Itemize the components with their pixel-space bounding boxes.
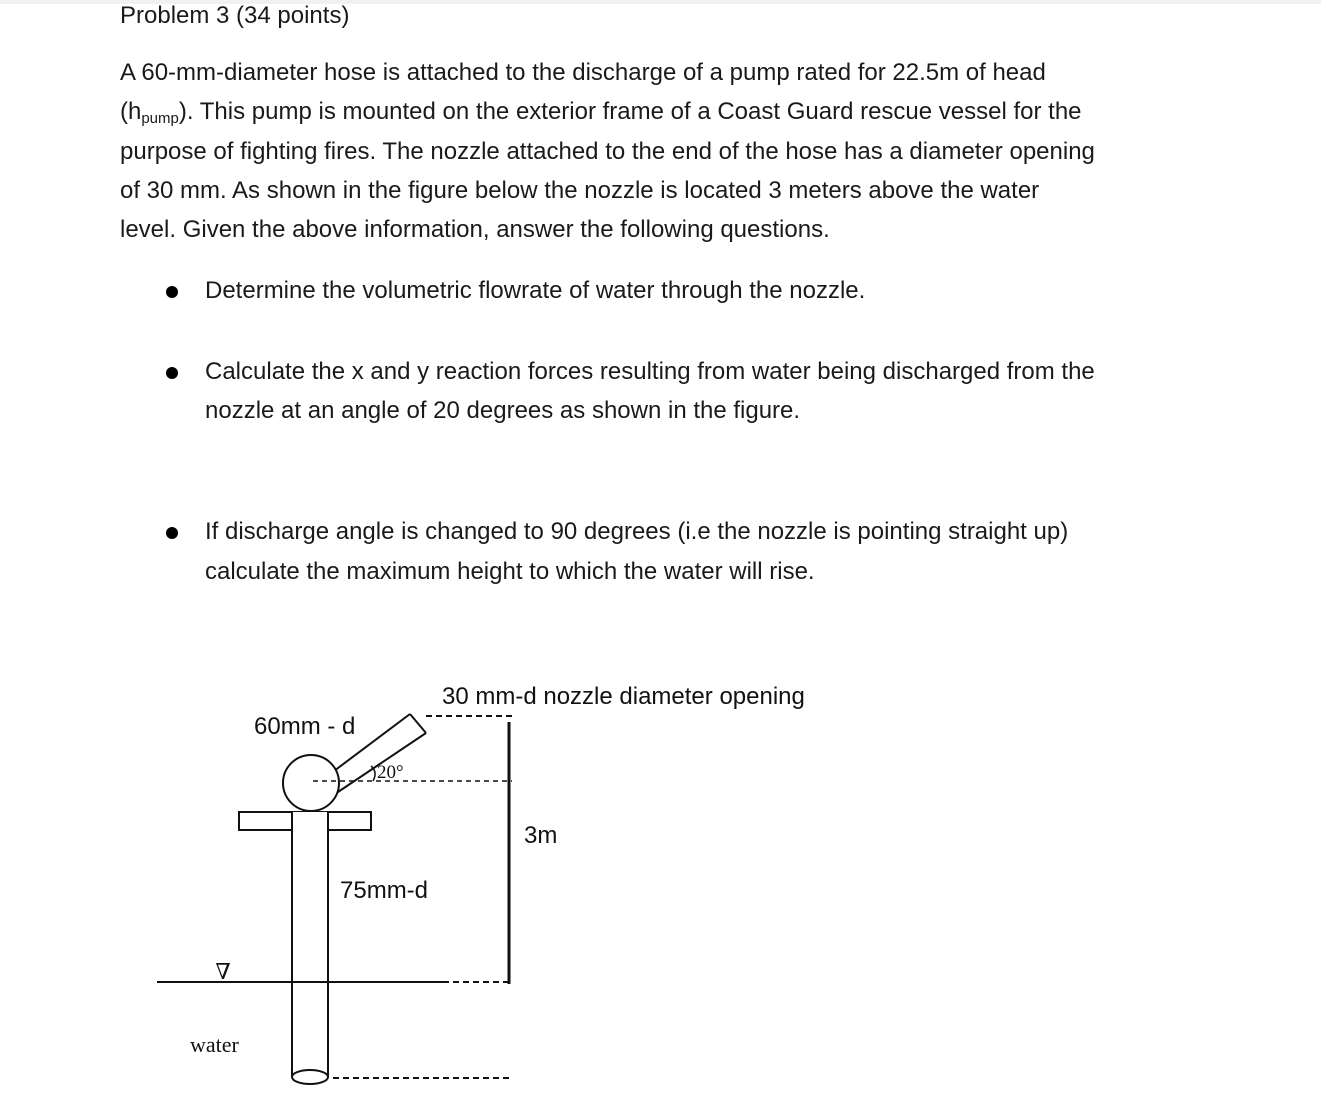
paragraph-line-2-rest: ). This pump is mounted on the exterior frame of a Coast Guard rescue vessel for the [178, 98, 1082, 125]
pipe-diameter-label: 75mm-d [340, 877, 429, 904]
question-3-line-1: If discharge angle is changed to 90 degrees (i.e the nozzle is pointing straight up) [205, 518, 1069, 545]
question-2-line-2: nozzle at an angle of 20 degrees as shown in the figure. [205, 397, 801, 424]
paragraph-line-4: of 30 mm. As shown in the figure below the nozzle is located 3 meters above the water [120, 177, 1040, 204]
nozzle-diameter-label: 30 mm-d nozzle diameter opening [442, 683, 805, 710]
paragraph-line-3: purpose of fighting fires. The nozzle attached to the end of the hose has a diameter opening [120, 138, 1095, 165]
pump-body [283, 755, 339, 811]
angle-label: 20° [377, 762, 404, 783]
pipe-inlet-opening [292, 1070, 328, 1084]
question-1-line-1: Determine the volumetric flowrate of water through the nozzle. [205, 277, 866, 304]
hpump-subscript: pump [141, 110, 179, 127]
water-level-symbol: ∇ [215, 959, 231, 984]
problem-title: Problem 3 (34 points) [120, 2, 350, 29]
nozzle-tip [410, 714, 426, 733]
paragraph-line-2-start: (h [120, 98, 142, 125]
plate-pipe-gap [293, 812, 327, 831]
water-label: water [190, 1032, 239, 1057]
question-3-line-2: calculate the maximum height to which the water will rise. [205, 558, 815, 585]
question-2-line-1: Calculate the x and y reaction forces resulting from water being discharged from the [205, 358, 1095, 385]
hose-diameter-label: 60mm - d [254, 713, 356, 740]
height-label: 3m [524, 822, 558, 849]
paragraph-line-1: A 60-mm-diameter hose is attached to the discharge of a pump rated for 22.5m of head [120, 59, 1046, 86]
paragraph-line-5: level. Given the above information, answer the following questions. [120, 216, 830, 243]
